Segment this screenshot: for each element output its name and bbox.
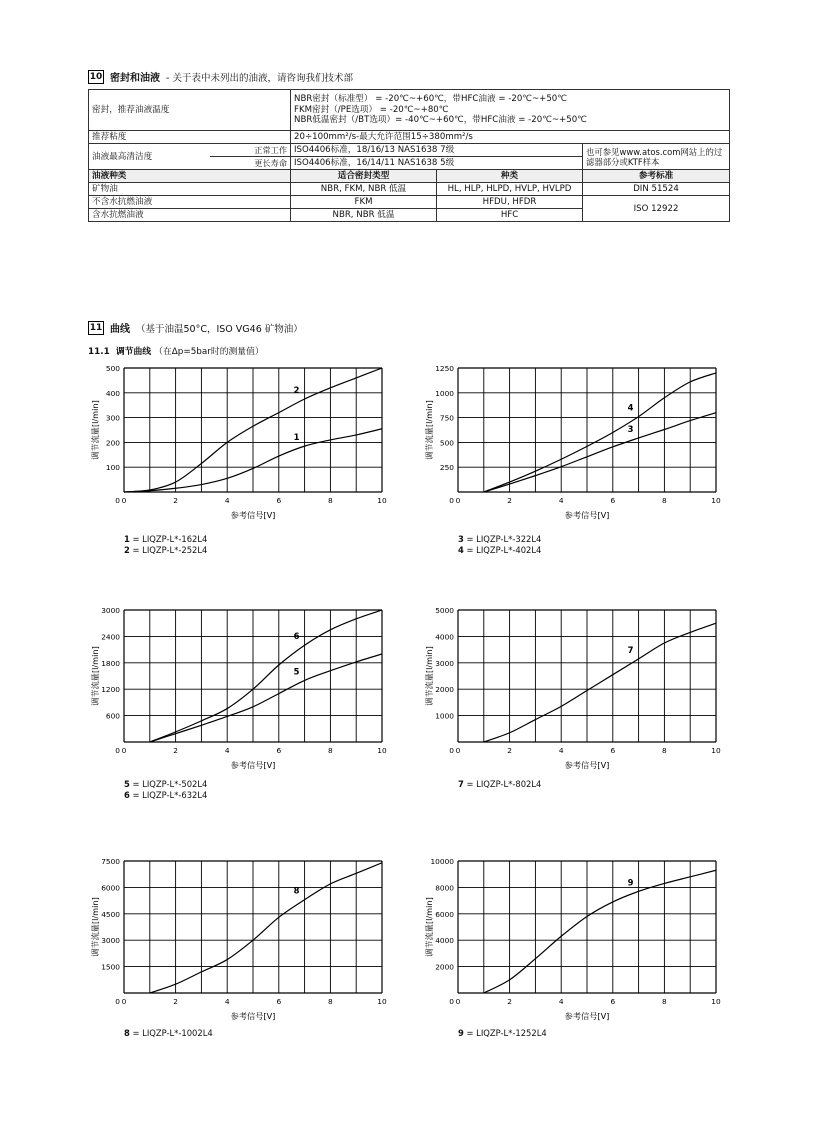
x-tick-label: 0 bbox=[455, 997, 461, 1006]
legend-text: = LIQZP-L*-802L4 bbox=[463, 779, 542, 789]
y-axis-label: 调节流量[l/min] bbox=[90, 400, 100, 460]
x-tick-label: 6 bbox=[276, 746, 282, 755]
y-tick-label: 4000 bbox=[435, 936, 454, 946]
y-tick-label: 250 bbox=[439, 463, 454, 473]
chart-legend bbox=[124, 1028, 213, 1039]
legend-entry bbox=[124, 1028, 213, 1039]
legend-text: = LIQZP-L*-162L4 bbox=[129, 534, 208, 544]
x-axis-label: 参考信号[V] bbox=[564, 1011, 610, 1021]
y-tick-label: 3000 bbox=[101, 606, 120, 615]
normal-value: ISO4406标准，18/16/13 NAS1638 7级 bbox=[291, 144, 583, 157]
x-tick-label: 2 bbox=[173, 997, 178, 1006]
legend-entry bbox=[124, 790, 207, 801]
x-tick-label: 10 bbox=[711, 997, 721, 1006]
legend-text: = LIQZP-L*-1002L4 bbox=[129, 1028, 213, 1038]
legend-number: 4 bbox=[458, 545, 464, 555]
fluid-standard: ISO 12922 bbox=[583, 196, 730, 222]
x-tick-label: 6 bbox=[610, 496, 616, 505]
x-tick-label: 10 bbox=[377, 496, 387, 505]
y-tick-label: 6000 bbox=[435, 909, 454, 919]
x-axis-label: 参考信号[V] bbox=[564, 510, 610, 520]
y-tick-label: 1500 bbox=[101, 962, 120, 972]
series-line-4 bbox=[484, 373, 716, 492]
legend-number: 6 bbox=[124, 790, 130, 800]
y-axis-label: 调节流量[l/min] bbox=[90, 646, 100, 706]
flow-chart-2 bbox=[418, 362, 728, 526]
fluid-seals: NBR, FKM, NBR 低温 bbox=[291, 183, 437, 196]
y-tick-label: 500 bbox=[439, 438, 454, 448]
table-row bbox=[89, 90, 730, 131]
legend-text: = LIQZP-L*-632L4 bbox=[129, 790, 208, 800]
long-label: 更长寿命 bbox=[210, 157, 291, 170]
x-tick-label: 10 bbox=[377, 997, 387, 1006]
origin-label: 0 bbox=[115, 997, 120, 1006]
seal-label: 密封，推荐油液温度 bbox=[89, 90, 291, 131]
y-tick-label: 5000 bbox=[435, 606, 454, 615]
x-tick-label: 4 bbox=[224, 746, 230, 755]
cleanliness-note: 也可参见www.atos.com网站上的过滤器部分或KTF样本 bbox=[583, 144, 730, 170]
series-label: 8 bbox=[293, 885, 300, 896]
viscosity-value: 20÷100mm²/s-最大允许范围15÷380mm²/s bbox=[291, 131, 730, 144]
x-tick-label: 2 bbox=[173, 746, 178, 755]
x-tick-label: 8 bbox=[662, 496, 667, 505]
series-label: 4 bbox=[627, 402, 634, 413]
legend-entry bbox=[458, 779, 541, 790]
normal-label: 正常工作 bbox=[210, 144, 291, 157]
y-tick-label: 2000 bbox=[435, 685, 454, 695]
x-tick-label: 4 bbox=[558, 746, 564, 755]
origin-label: 0 bbox=[449, 746, 454, 755]
y-tick-label: 4500 bbox=[101, 909, 120, 919]
x-tick-label: 8 bbox=[328, 746, 333, 755]
x-tick-label: 2 bbox=[507, 496, 512, 505]
x-tick-label: 0 bbox=[121, 997, 127, 1006]
x-tick-label: 4 bbox=[558, 496, 564, 505]
fluid-classes: HFDU, HFDR bbox=[437, 196, 583, 209]
y-tick-label: 6000 bbox=[101, 883, 120, 893]
chart-legend bbox=[458, 779, 541, 790]
y-tick-label: 750 bbox=[439, 413, 454, 423]
chart-legend bbox=[124, 779, 207, 801]
y-tick-label: 7500 bbox=[101, 857, 120, 866]
section-title: 密封和油液 bbox=[110, 73, 160, 84]
cleanliness-label: 油液最高清洁度 bbox=[89, 144, 210, 170]
x-tick-label: 0 bbox=[121, 746, 127, 755]
x-tick-label: 4 bbox=[558, 997, 564, 1006]
x-tick-label: 10 bbox=[377, 746, 387, 755]
subsection-11-1-title bbox=[88, 344, 264, 357]
x-tick-label: 8 bbox=[662, 746, 667, 755]
y-tick-label: 600 bbox=[105, 711, 120, 721]
seal-line: FKM密封（/PE选项） = -20℃~+80℃ bbox=[294, 104, 449, 115]
legend-number: 2 bbox=[124, 545, 130, 555]
x-tick-label: 0 bbox=[455, 496, 461, 505]
series-line-9 bbox=[484, 870, 716, 993]
x-tick-label: 4 bbox=[224, 496, 230, 505]
flow-chart-4 bbox=[418, 604, 728, 776]
section-11-header bbox=[88, 320, 303, 335]
x-tick-label: 4 bbox=[224, 997, 230, 1006]
table-row bbox=[89, 183, 730, 196]
y-axis-label: 调节流量[l/min] bbox=[424, 400, 434, 460]
fluid-type: 不含水抗燃油液 bbox=[89, 196, 291, 209]
section-title: 曲线 bbox=[110, 324, 130, 335]
x-tick-label: 10 bbox=[711, 746, 721, 755]
chart-legend bbox=[458, 534, 541, 556]
x-axis-label: 参考信号[V] bbox=[564, 760, 610, 770]
section-10-header bbox=[88, 69, 353, 84]
table-header-row bbox=[89, 170, 730, 183]
header-cell: 种类 bbox=[437, 170, 583, 183]
table-row bbox=[89, 131, 730, 144]
series-label: 3 bbox=[627, 423, 634, 434]
series-label: 5 bbox=[293, 666, 300, 677]
legend-number: 5 bbox=[124, 779, 130, 789]
y-axis-label: 调节流量[l/min] bbox=[90, 897, 100, 957]
flow-chart-6 bbox=[418, 855, 728, 1027]
x-tick-label: 6 bbox=[276, 496, 282, 505]
subsection-title: 调节曲线 bbox=[115, 347, 152, 357]
x-tick-label: 8 bbox=[662, 997, 667, 1006]
origin-label: 0 bbox=[115, 746, 120, 755]
y-tick-label: 3000 bbox=[101, 936, 120, 946]
section-number: 10 bbox=[89, 71, 103, 82]
y-tick-label: 500 bbox=[105, 364, 120, 373]
legend-number: 7 bbox=[458, 779, 464, 789]
y-tick-label: 1250 bbox=[435, 364, 454, 373]
seal-values bbox=[291, 90, 730, 131]
legend-entry bbox=[458, 545, 541, 556]
origin-label: 0 bbox=[115, 496, 120, 505]
x-tick-label: 6 bbox=[276, 997, 282, 1006]
y-tick-label: 2400 bbox=[101, 632, 120, 642]
y-tick-label: 1000 bbox=[435, 388, 454, 398]
fluid-classes: HFC bbox=[437, 209, 583, 222]
section-note: （基于油温50°C，ISO VG46 矿物油） bbox=[136, 323, 303, 335]
legend-text: = LIQZP-L*-252L4 bbox=[129, 545, 208, 555]
x-tick-label: 0 bbox=[121, 496, 127, 505]
origin-label: 0 bbox=[449, 997, 454, 1006]
legend-number: 8 bbox=[124, 1028, 130, 1038]
legend-entry bbox=[458, 534, 541, 545]
x-tick-label: 6 bbox=[610, 746, 616, 755]
series-label: 1 bbox=[293, 432, 300, 443]
fluid-classes: HL, HLP, HLPD, HVLP, HVLPD bbox=[437, 183, 583, 196]
series-label: 6 bbox=[293, 631, 300, 642]
y-axis-label: 调节流量[l/min] bbox=[424, 897, 434, 957]
y-tick-label: 400 bbox=[105, 388, 120, 398]
long-value: ISO4406标准，16/14/11 NAS1638 5级 bbox=[291, 157, 583, 170]
fluid-standard: DIN 51524 bbox=[583, 183, 730, 196]
y-tick-label: 4000 bbox=[435, 632, 454, 642]
series-label: 9 bbox=[627, 877, 634, 888]
y-tick-label: 1800 bbox=[101, 658, 120, 668]
series-line-8 bbox=[150, 863, 382, 993]
y-tick-label: 3000 bbox=[435, 658, 454, 668]
legend-number: 3 bbox=[458, 534, 464, 544]
x-tick-label: 2 bbox=[507, 746, 512, 755]
x-axis-label: 参考信号[V] bbox=[230, 760, 276, 770]
x-tick-label: 10 bbox=[711, 496, 721, 505]
legend-text: = LIQZP-L*-402L4 bbox=[463, 545, 542, 555]
legend-number: 9 bbox=[458, 1028, 464, 1038]
chart-legend bbox=[458, 1028, 547, 1039]
subsection-number: 11.1 bbox=[88, 347, 110, 357]
fluid-type: 矿物油 bbox=[89, 183, 291, 196]
series-line-5 bbox=[150, 654, 382, 742]
y-tick-label: 200 bbox=[105, 438, 120, 448]
y-tick-label: 100 bbox=[105, 463, 120, 473]
viscosity-label: 推荐粘度 bbox=[89, 131, 291, 144]
header-cell: 适合密封类型 bbox=[291, 170, 437, 183]
flow-chart-5 bbox=[84, 855, 394, 1027]
x-tick-label: 2 bbox=[507, 997, 512, 1006]
header-cell: 参考标准 bbox=[583, 170, 730, 183]
table-row bbox=[89, 144, 730, 157]
y-tick-label: 10000 bbox=[430, 857, 454, 866]
seal-line: NBR密封（标准型） = -20℃~+60℃，带HFC油液 = -20℃~+50℃ bbox=[294, 94, 567, 105]
series-line-7 bbox=[484, 623, 716, 742]
chart-legend bbox=[124, 534, 207, 556]
x-tick-label: 0 bbox=[455, 746, 461, 755]
series-line-6 bbox=[150, 610, 382, 742]
flow-chart-3 bbox=[84, 604, 394, 776]
x-tick-label: 2 bbox=[173, 496, 178, 505]
legend-text: = LIQZP-L*-502L4 bbox=[129, 779, 208, 789]
y-tick-label: 1200 bbox=[101, 685, 120, 695]
series-line-3 bbox=[484, 413, 716, 492]
legend-entry bbox=[124, 534, 207, 545]
legend-entry bbox=[458, 1028, 547, 1039]
origin-label: 0 bbox=[449, 496, 454, 505]
legend-entry bbox=[124, 779, 207, 790]
fluid-spec-table bbox=[88, 89, 730, 222]
x-axis-label: 参考信号[V] bbox=[230, 1011, 276, 1021]
series-label: 7 bbox=[627, 644, 634, 655]
seal-line: NBR低温密封（/BT选项）= -40℃~+60℃，带HFC油液 = -20℃~+50℃ bbox=[294, 115, 587, 126]
x-tick-label: 8 bbox=[328, 997, 333, 1006]
y-tick-label: 1000 bbox=[435, 711, 454, 721]
section-note: - 关于表中未列出的油液，请咨询我们技术部 bbox=[166, 72, 353, 84]
legend-number: 1 bbox=[124, 534, 130, 544]
legend-text: = LIQZP-L*-322L4 bbox=[463, 534, 542, 544]
subsection-note: （在Δp=5bar时的测量值） bbox=[154, 347, 264, 357]
y-axis-label: 调节流量[l/min] bbox=[424, 646, 434, 706]
legend-entry bbox=[124, 545, 207, 556]
series-label: 2 bbox=[293, 385, 300, 395]
flow-chart-1 bbox=[84, 362, 394, 526]
fluid-type: 含水抗燃油液 bbox=[89, 209, 291, 222]
x-tick-label: 6 bbox=[610, 997, 616, 1006]
fluid-seals: NBR, NBR 低温 bbox=[291, 209, 437, 222]
section-number: 11 bbox=[89, 322, 103, 333]
table-row bbox=[89, 196, 730, 209]
y-tick-label: 2000 bbox=[435, 962, 454, 972]
fluid-seals: FKM bbox=[291, 196, 437, 209]
y-tick-label: 8000 bbox=[435, 883, 454, 893]
x-tick-label: 8 bbox=[328, 496, 333, 505]
x-axis-label: 参考信号[V] bbox=[230, 510, 276, 520]
header-cell: 油液种类 bbox=[89, 170, 291, 183]
legend-text: = LIQZP-L*-1252L4 bbox=[463, 1028, 547, 1038]
y-tick-label: 300 bbox=[105, 413, 120, 423]
